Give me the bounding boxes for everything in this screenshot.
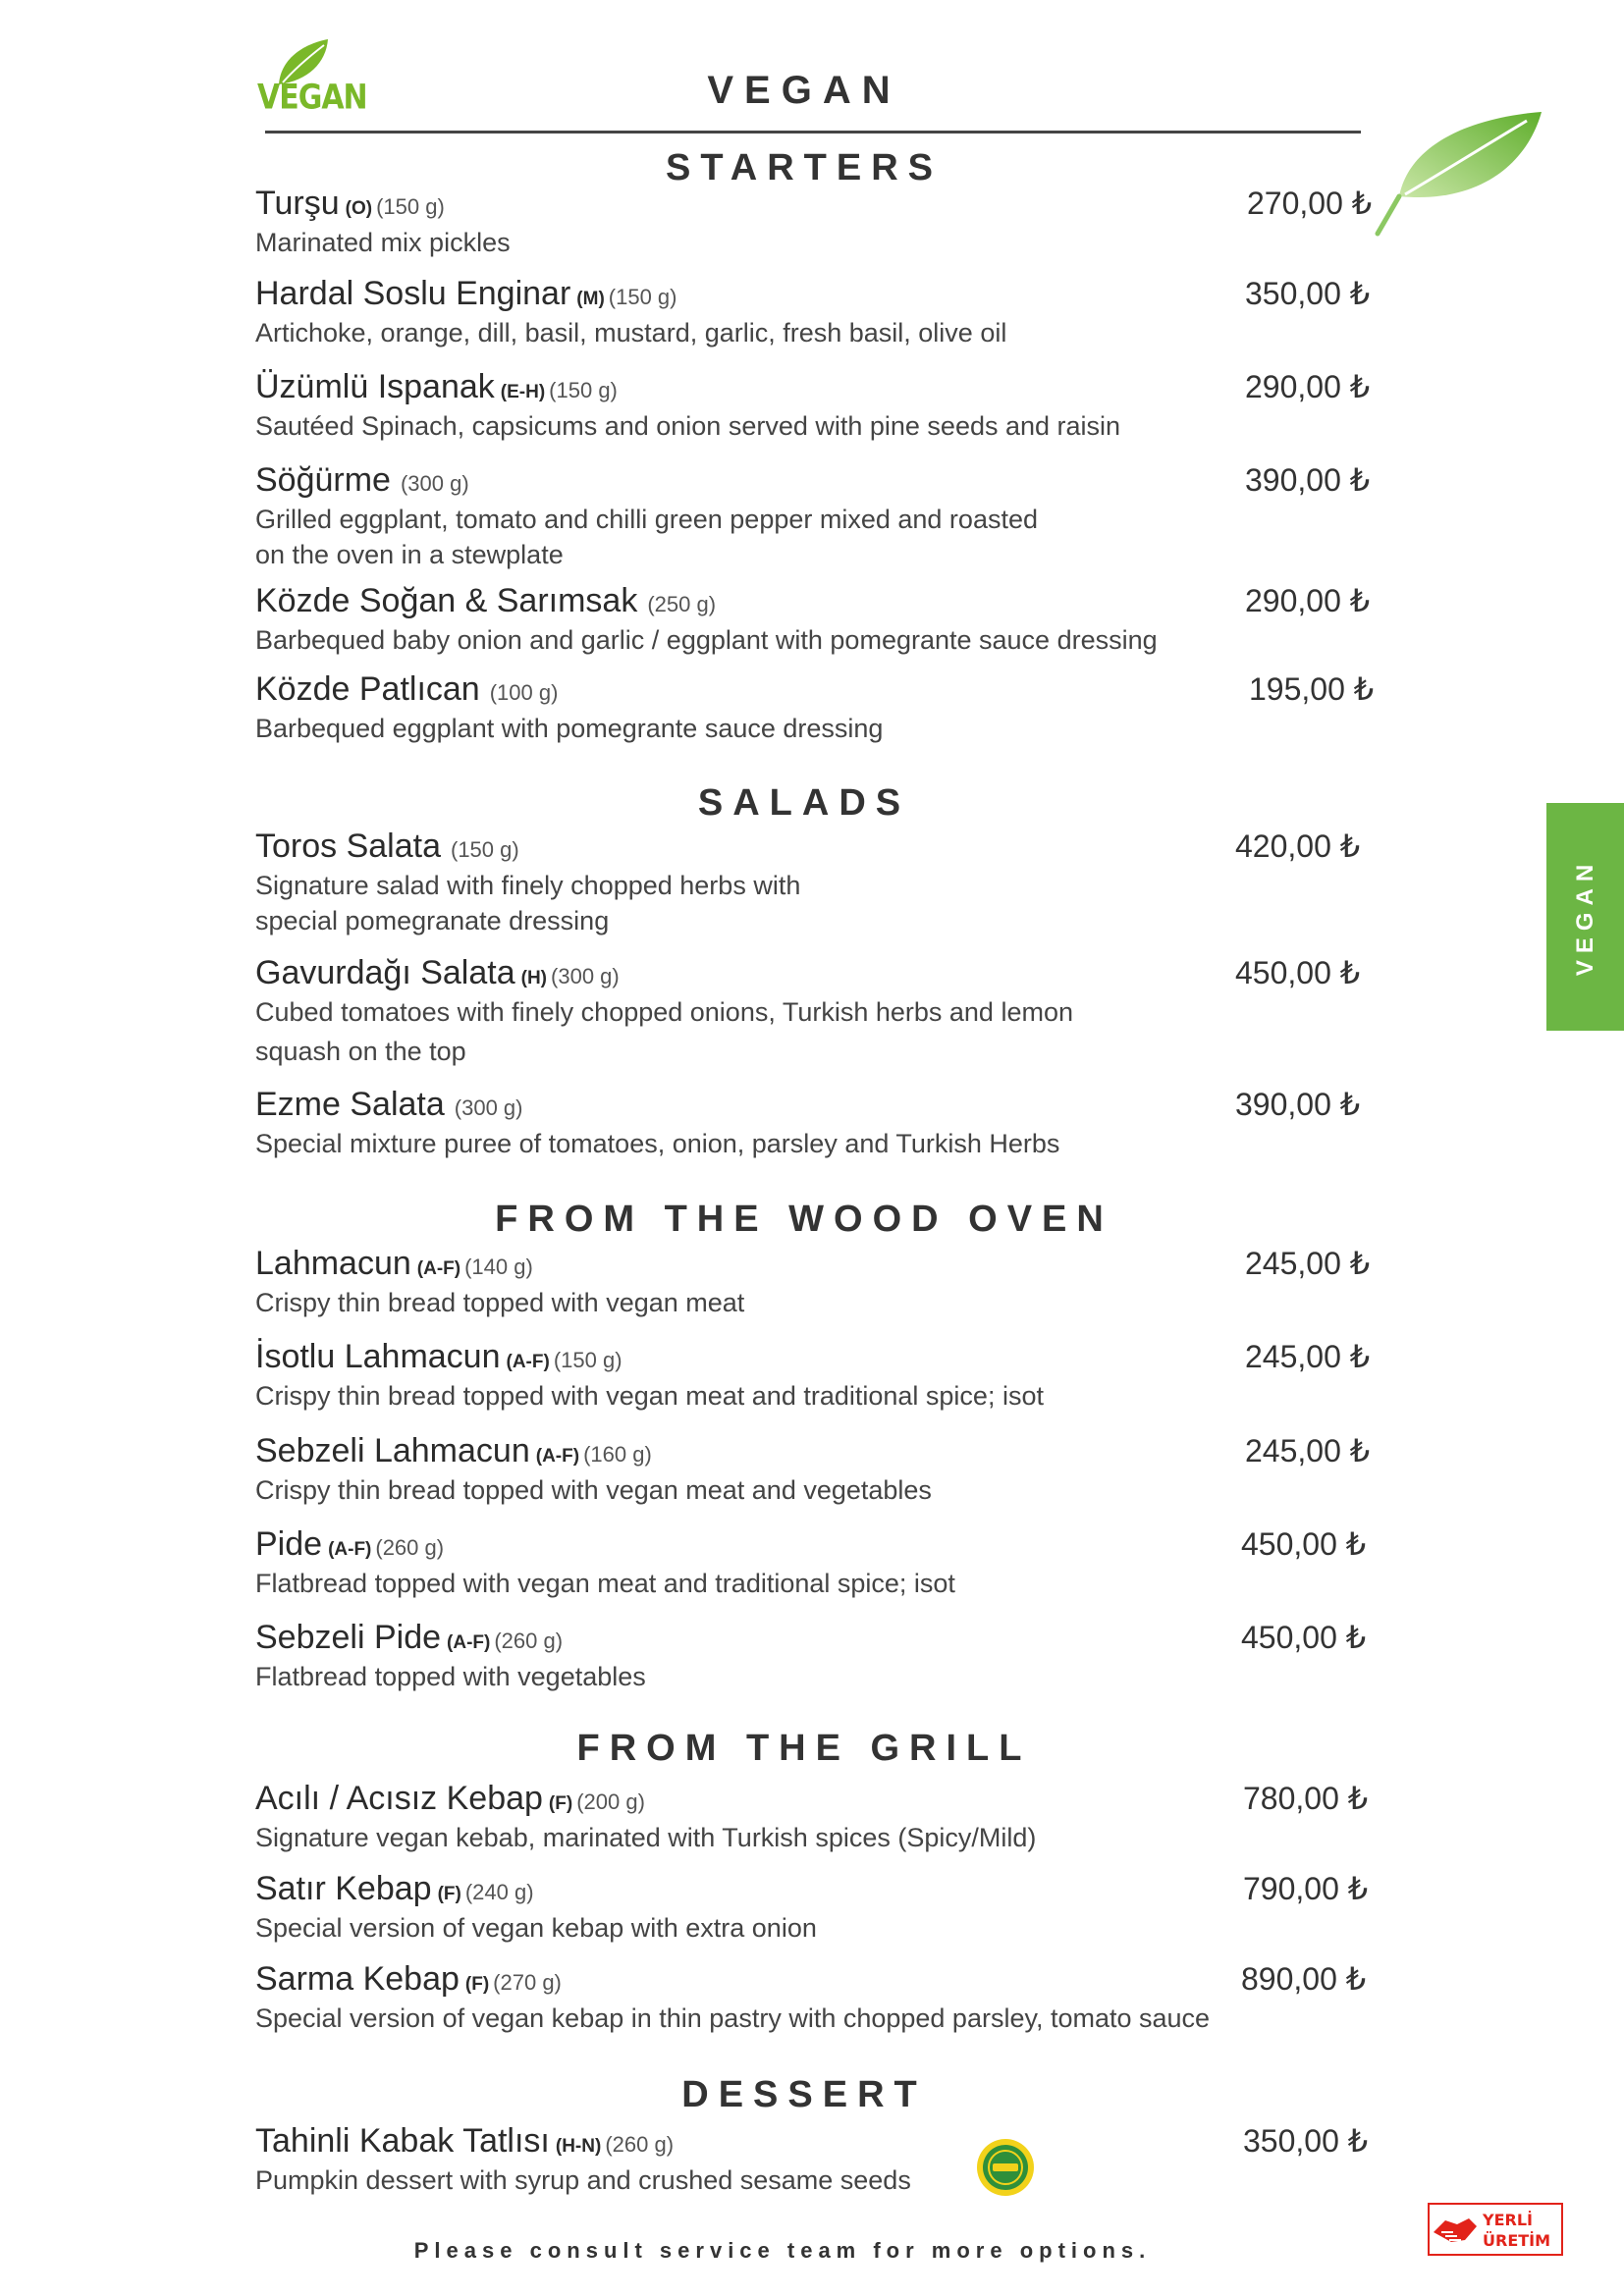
item-price: 890,00 ₺ [1241,1961,1367,1997]
item-name: Toros Salata [255,828,441,865]
item-description: Marinated mix pickles [255,228,511,257]
menu-item [255,2122,1375,2197]
item-description: Signature salad with finely chopped herbs with [255,871,801,900]
item-name: Ezme Salata [255,1086,445,1123]
item-weight: (300 g) [551,964,620,988]
item-allergen: (A-F) [447,1632,491,1653]
item-name: Sebzeli Lahmacun [255,1432,530,1469]
item-price: 270,00 ₺ [1247,186,1373,221]
menu-item [255,185,1375,259]
item-description: Barbequed eggplant with pomegrante sauce dressing [255,714,884,743]
item-description: Pumpkin dessert with syrup and crushed sesame seeds [255,2165,911,2195]
item-description: Special version of vegan kebap in thin pastry with chopped parsley, tomato sauce [255,2003,1211,2033]
item-description: squash on the top [255,1037,466,1066]
item-description: Cubed tomatoes with finely chopped onions, Turkish herbs and lemon [255,997,1073,1027]
item-description: Artichoke, orange, dill, basil, mustard, garlic, fresh basil, olive oil [255,318,1007,347]
item-allergen: (H-N) [555,2136,602,2157]
item-allergen: (A-F) [506,1352,550,1372]
item-price: 450,00 ₺ [1235,955,1361,990]
item-name: Gavurdağı Salata [255,954,515,991]
item-allergen: (F) [437,1884,461,1904]
item-weight: (260 g) [605,2132,675,2157]
menu-item [255,461,1375,571]
menu-item [255,582,1375,657]
local-production-badge [1428,2203,1563,2256]
item-weight: (240 g) [464,1880,534,1904]
item-price: 390,00 ₺ [1245,462,1371,498]
item-description: Sautéed Spinach, capsicums and onion served with pine seeds and raisin [255,411,1121,441]
item-weight: (200 g) [576,1789,645,1814]
section-title-salads: SALADS [697,782,911,824]
item-name: Satır Kebap [255,1870,432,1907]
menu-item [255,1870,1375,1945]
item-weight: (270 g) [493,1970,562,1995]
item-allergen: (M) [576,289,605,309]
handshake-icon [1428,2203,1563,2256]
quality-seal-icon [975,2137,1036,2198]
section-title-dessert: DESSERT [681,2074,927,2115]
item-description: Grilled eggplant, tomato and chilli green pepper mixed and roasted [255,505,1038,534]
item-price: 245,00 ₺ [1245,1339,1371,1374]
item-name: Turşu [255,185,340,222]
item-price: 450,00 ₺ [1241,1620,1367,1655]
item-name: Közde Soğan & Sarımsak [255,582,638,619]
menu-item [255,1525,1375,1600]
item-description: special pomegranate dressing [255,906,610,935]
item-allergen: (A-F) [328,1539,372,1560]
item-weight: (150 g) [376,194,445,219]
item-name: Hardal Soslu Enginar [255,275,571,312]
item-allergen: (F) [464,1974,490,1995]
item-allergen: (A-F) [416,1258,461,1279]
item-description: Signature vegan kebab, marinated with Turkish spices (Spicy/Mild) [255,1823,1037,1852]
item-price: 350,00 ₺ [1245,276,1371,311]
menu-item [255,1780,1375,1854]
badge-line-1: YERLİ [1483,2211,1533,2229]
section-title-wood-oven: FROM THE WOOD OVEN [495,1199,1113,1240]
item-weight: (300 g) [454,1095,523,1120]
item-weight: (150 g) [451,837,519,862]
menu-item [255,1619,1375,1693]
badge-line-2: ÜRETİM [1483,2231,1551,2250]
item-price: 450,00 ₺ [1241,1526,1367,1562]
item-weight: (250 g) [647,592,717,616]
section-title-starters: STARTERS [666,147,943,188]
item-price: 290,00 ₺ [1245,369,1371,404]
item-weight: (260 g) [375,1535,445,1560]
item-price: 780,00 ₺ [1243,1781,1369,1816]
item-name: Pide [255,1525,323,1563]
title-divider [265,131,1361,133]
item-name: İsotlu Lahmacun [255,1338,501,1375]
item-description: Crispy thin bread topped with vegan meat [255,1288,745,1317]
menu-item [255,368,1375,443]
item-name: Sarma Kebap [255,1960,460,1998]
menu-item [255,828,1375,937]
item-description: Crispy thin bread topped with vegan meat and vegetables [255,1475,932,1505]
item-price: 290,00 ₺ [1245,583,1371,618]
menu-item [255,670,1375,745]
page-title: VEGAN [707,69,901,112]
item-description: Barbequed baby onion and garlic / eggplant with pomegrante sauce dressing [255,625,1158,655]
item-weight: (260 g) [494,1629,564,1653]
side-tab-vegan: VEGAN [1546,803,1624,1031]
item-price: 245,00 ₺ [1245,1246,1371,1281]
menu-item [255,954,1375,1068]
item-weight: (150 g) [549,378,618,402]
footer-note: Please consult service team for more options. [413,2238,1152,2263]
item-weight: (160 g) [583,1442,652,1467]
menu-item [255,1338,1375,1413]
item-description: Flatbread topped with vegetables [255,1662,646,1691]
item-allergen: (O) [345,198,373,219]
item-name: Acılı / Acısız Kebap [255,1780,543,1817]
item-price: 790,00 ₺ [1243,1871,1369,1906]
menu-item [255,1960,1375,2035]
item-allergen: (E-H) [500,382,546,402]
menu-item [255,1245,1375,1319]
logo-text: VEGAN [257,78,367,118]
item-price: 390,00 ₺ [1235,1087,1361,1122]
menu-item [255,275,1375,349]
item-weight: (150 g) [553,1348,623,1372]
item-price: 245,00 ₺ [1245,1433,1371,1468]
item-name: Üzümlü Ispanak [255,368,495,405]
item-name: Lahmacun [255,1245,411,1282]
item-price: 420,00 ₺ [1235,828,1361,864]
menu-item [255,1432,1375,1507]
item-description: Flatbread topped with vegan meat and traditional spice; isot [255,1569,955,1598]
item-allergen: (A-F) [535,1446,580,1467]
item-description: Special version of vegan kebap with extra onion [255,1913,817,1943]
item-allergen: (H) [520,968,548,988]
item-weight: (150 g) [608,285,677,309]
item-name: Közde Patlıcan [255,670,480,708]
item-name: Söğürme [255,461,391,499]
item-description: on the oven in a stewplate [255,540,564,569]
menu-item [255,1086,1375,1160]
item-description: Crispy thin bread topped with vegan meat and traditional spice; isot [255,1381,1044,1411]
item-weight: (100 g) [489,680,559,705]
section-title-grill: FROM THE GRILL [576,1728,1032,1769]
item-allergen: (F) [548,1793,573,1814]
item-description: Special mixture puree of tomatoes, onion, parsley and Turkish Herbs [255,1129,1060,1158]
item-price: 195,00 ₺ [1249,671,1375,707]
item-price: 350,00 ₺ [1243,2123,1369,2159]
item-name: Tahinli Kabak Tatlısı [255,2122,550,2160]
item-weight: (140 g) [464,1255,533,1279]
item-name: Sebzeli Pide [255,1619,442,1656]
item-weight: (300 g) [400,471,469,496]
